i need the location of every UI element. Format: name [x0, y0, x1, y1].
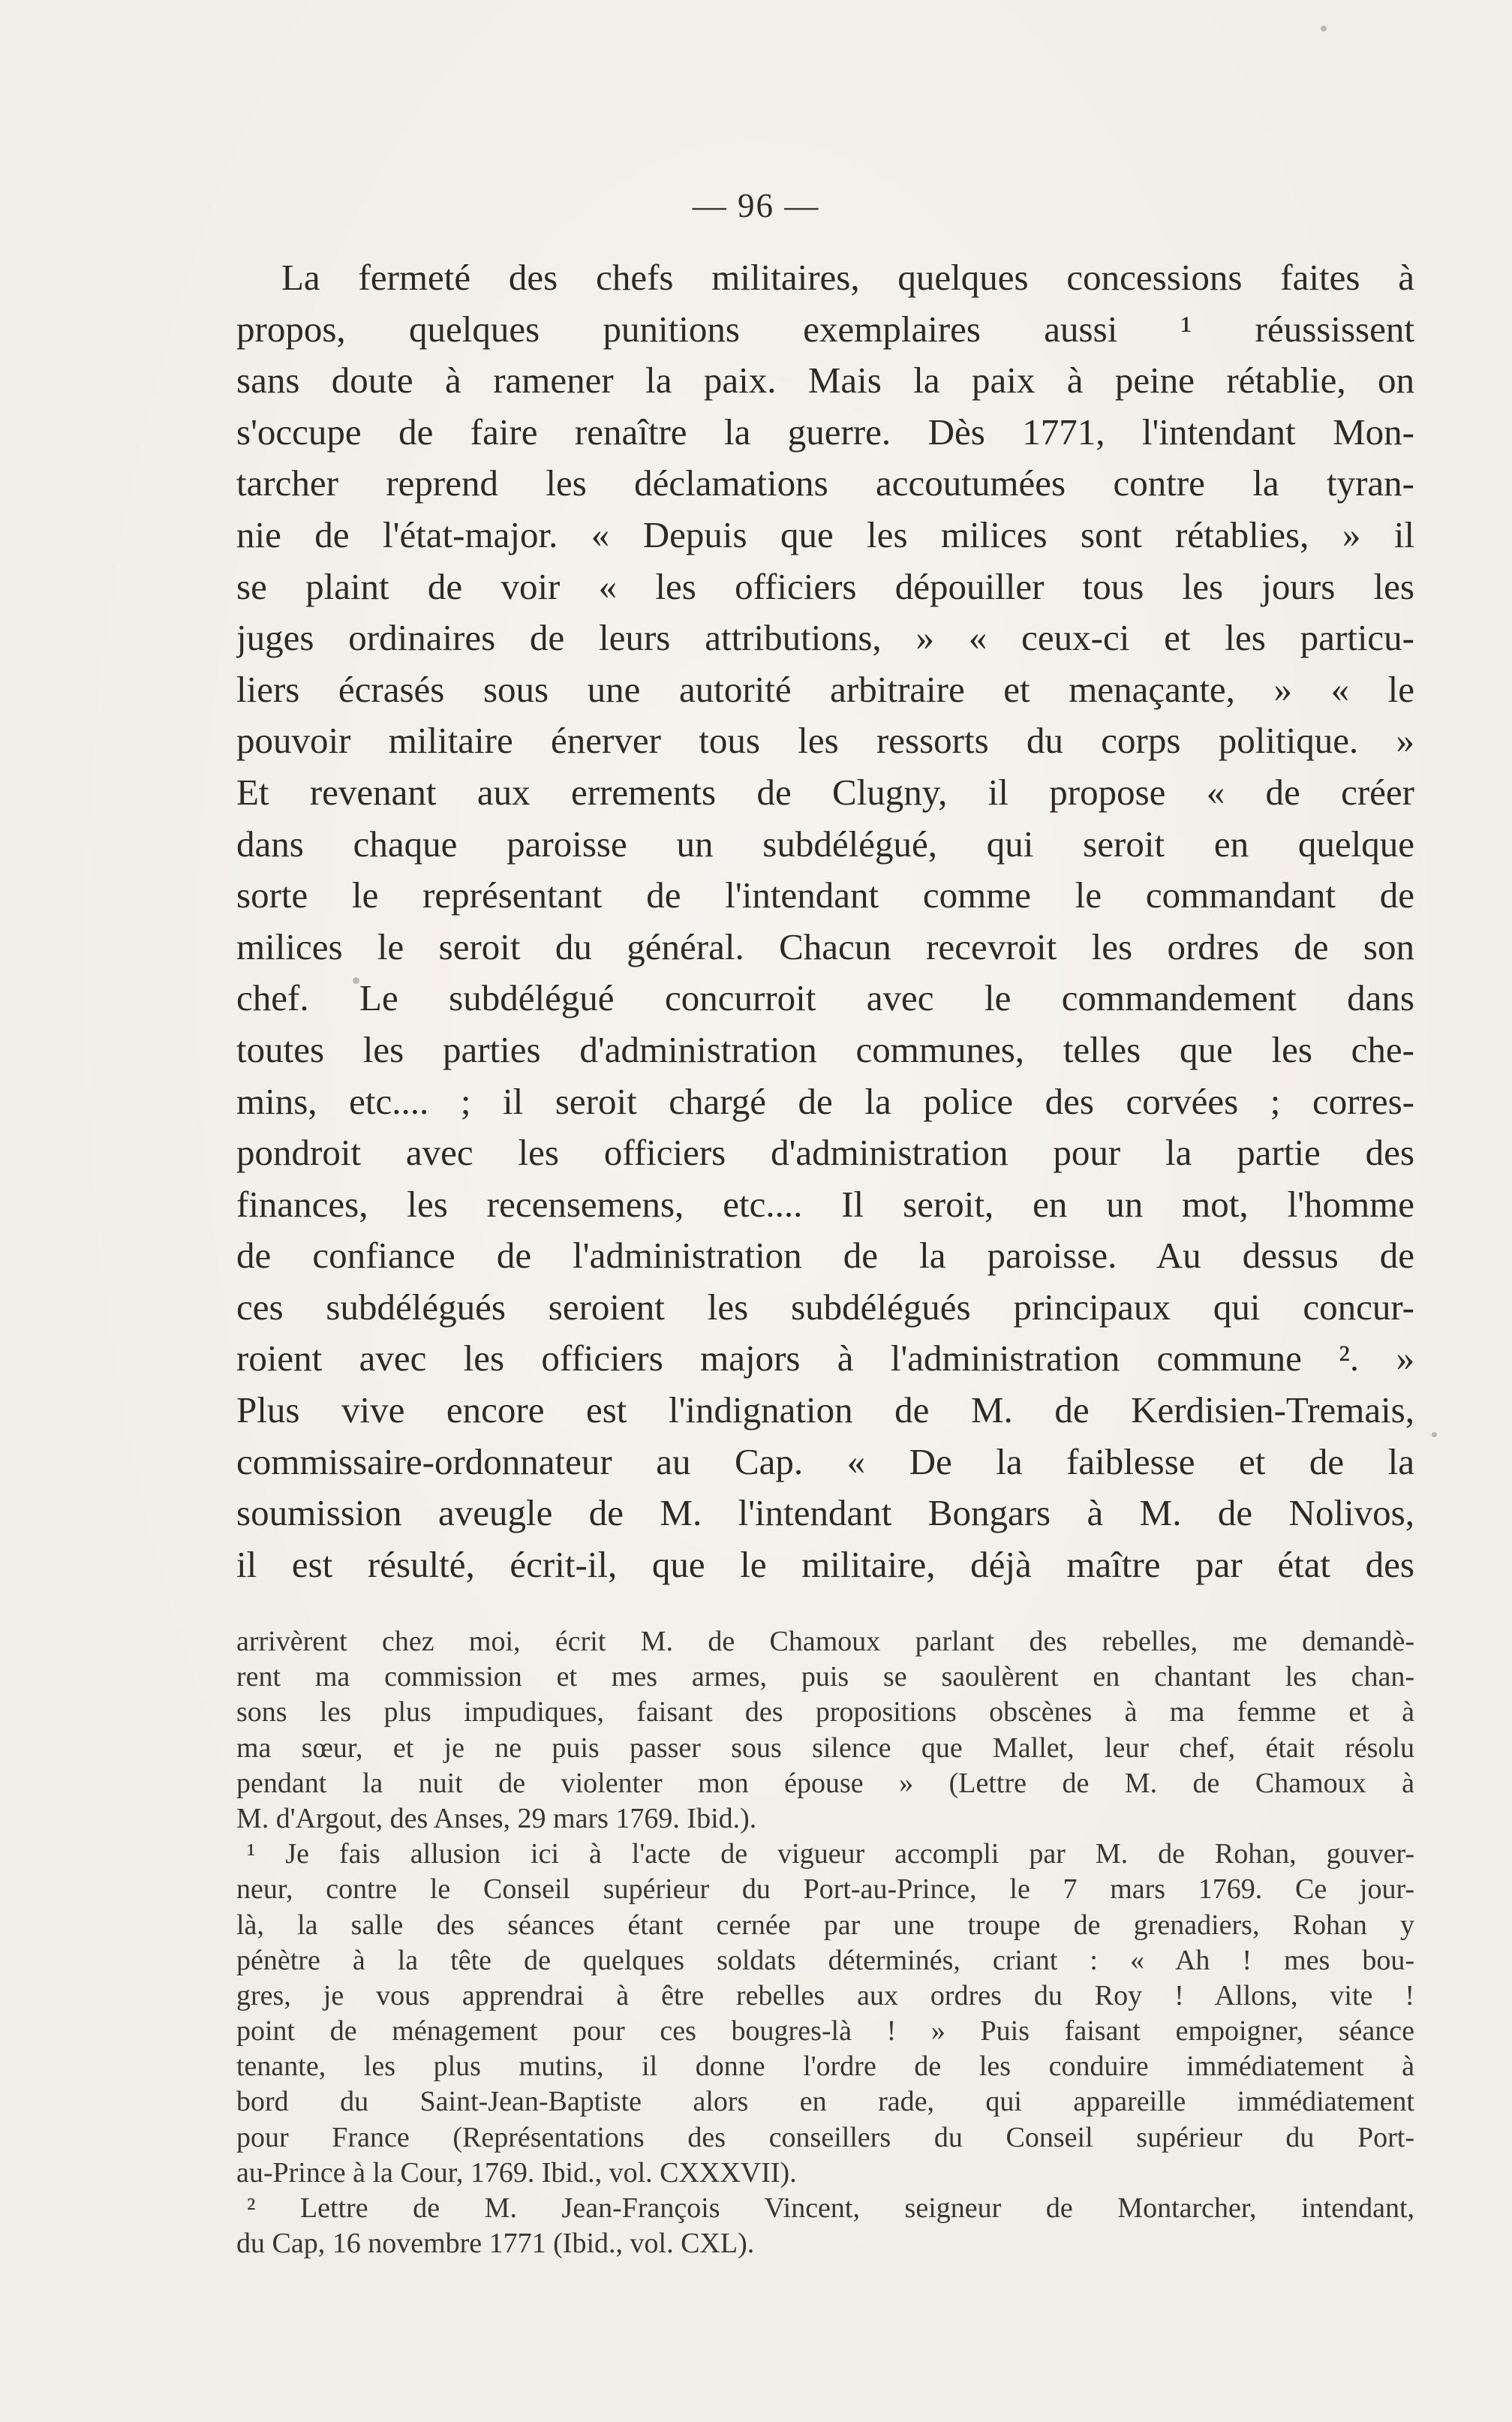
footnote-line: pendant la nuit de violenter mon épouse » (Lettre de M. de Chamoux à	[236, 1767, 1414, 1799]
text-line: s'occupe de faire renaître la guerre. Dès 1771, l'intendant Mon-	[236, 411, 1414, 453]
text-line: pondroit avec les officiers d'administration pour la partie des	[236, 1132, 1414, 1174]
footnotes-block	[236, 1624, 1414, 2261]
paper-speck	[1321, 26, 1327, 32]
text-line: mins, etc.... ; il seroit chargé de la police des corvées ; corres-	[236, 1080, 1414, 1122]
footnote-line: ma sœur, et je ne puis passer sous silence que Mallet, leur chef, était résolu	[236, 1732, 1414, 1764]
text-line: roient avec les officiers majors à l'administration commune ². »	[236, 1337, 1414, 1379]
text-line: chef. Le subdélégué concurroit avec le commandement dans	[236, 977, 1414, 1019]
text-line: juges ordinaires de leurs attributions, » « ceux-ci et les particu-	[236, 617, 1414, 659]
text-line: milices le seroit du général. Chacun recevroit les ordres de son	[236, 925, 1414, 967]
footnote-line: M. d'Argout, des Anses, 29 mars 1769. Ibid.).	[236, 1802, 757, 1834]
footnote-line: gres, je vous apprendrai à être rebelles aux ordres du Roy ! Allons, vite !	[236, 1979, 1414, 2011]
text-line: liers écrasés sous une autorité arbitraire et menaçante, » « le	[236, 668, 1414, 710]
footnote-line: ² Lettre de M. Jean-François Vincent, seigneur de Montarcher, intendant,	[247, 2192, 1414, 2224]
footnote-line: neur, contre le Conseil supérieur du Port-au-Prince, le 7 mars 1769. Ce jour-	[236, 1873, 1414, 1906]
footnote-line: du Cap, 16 novembre 1771 (Ibid., vol. CXL).	[236, 2228, 755, 2260]
text-line: soumission aveugle de M. l'intendant Bongars à M. de Nolivos,	[236, 1492, 1414, 1534]
text-line: finances, les recensemens, etc.... Il seroit, en un mot, l'homme	[236, 1183, 1414, 1225]
text-line: de confiance de l'administration de la paroisse. Au dessus de	[236, 1235, 1414, 1277]
footnote-line: pénètre à la tête de quelques soldats déterminés, criant : « Ah ! mes bou-	[236, 1944, 1414, 1976]
footnote-line: point de ménagement pour ces bougres-là ! » Puis faisant empoigner, séance	[236, 2015, 1414, 2047]
footnote-line: tenante, les plus mutins, il donne l'ordre de les conduire immédiatement à	[236, 2050, 1414, 2083]
text-line: toutes les parties d'administration communes, telles que les che-	[236, 1028, 1414, 1070]
text-line: se plaint de voir « les officiers dépouiller tous les jours les	[236, 565, 1414, 607]
footnote-line: sons les plus impudiques, faisant des propositions obscènes à ma femme et à	[236, 1696, 1414, 1728]
page-number: — 96 —	[692, 187, 820, 224]
footnote-line: au-Prince à la Cour, 1769. Ibid., vol. CXXXVII).	[236, 2156, 797, 2189]
text-line: tarcher reprend les déclamations accoutumées contre la tyran-	[236, 462, 1414, 504]
footnote-line: rent ma commission et mes armes, puis se saoulèrent en chantant les chan-	[236, 1661, 1414, 1693]
text-line: sans doute à ramener la paix. Mais la paix à peine rétablie, on	[236, 360, 1414, 402]
footnote-line: ¹ Je fais allusion ici à l'acte de vigueur accompli par M. de Rohan, gouver-	[247, 1838, 1414, 1870]
text-line: ces subdélégués seroient les subdélégués principaux qui concur-	[236, 1286, 1414, 1328]
footnote-line: là, la salle des séances étant cernée par une troupe de grenadiers, Rohan y	[236, 1909, 1414, 1941]
text-line: nie de l'état-major. « Depuis que les milices sont rétablies, » il	[236, 513, 1414, 555]
paper-speck	[353, 977, 359, 984]
footnote-line: arrivèrent chez moi, écrit M. de Chamoux parlant des rebelles, me demandè-	[236, 1626, 1414, 1657]
footnote-line: pour France (Représentations des conseillers du Conseil supérieur du Port-	[236, 2121, 1414, 2153]
text-line: propos, quelques punitions exemplaires aussi ¹ réussissent	[236, 308, 1414, 350]
text-line: commissaire-ordonnateur au Cap. « De la faiblesse et de la	[236, 1440, 1414, 1482]
text-line: Et revenant aux errements de Clugny, il propose « de créer	[236, 771, 1414, 813]
text-line: Plus vive encore est l'indignation de M. de Kerdisien-Tremais,	[236, 1389, 1414, 1431]
footnote-line: bord du Saint-Jean-Baptiste alors en rade, qui appareille immédiatement	[236, 2086, 1414, 2118]
text-line: il est résulté, écrit-il, que le militaire, déjà maître par état des	[236, 1543, 1414, 1585]
text-line: dans chaque paroisse un subdélégué, qui seroit en quelque	[236, 823, 1414, 865]
paper-speck	[1432, 1432, 1437, 1437]
main-text-block	[236, 252, 1414, 1590]
text-line: La fermeté des chefs militaires, quelques concessions faites à	[281, 257, 1414, 298]
text-line: pouvoir militaire énerver tous les ressorts du corps politique. »	[236, 720, 1414, 762]
text-line: sorte le représentant de l'intendant comme le commandant de	[236, 874, 1414, 916]
